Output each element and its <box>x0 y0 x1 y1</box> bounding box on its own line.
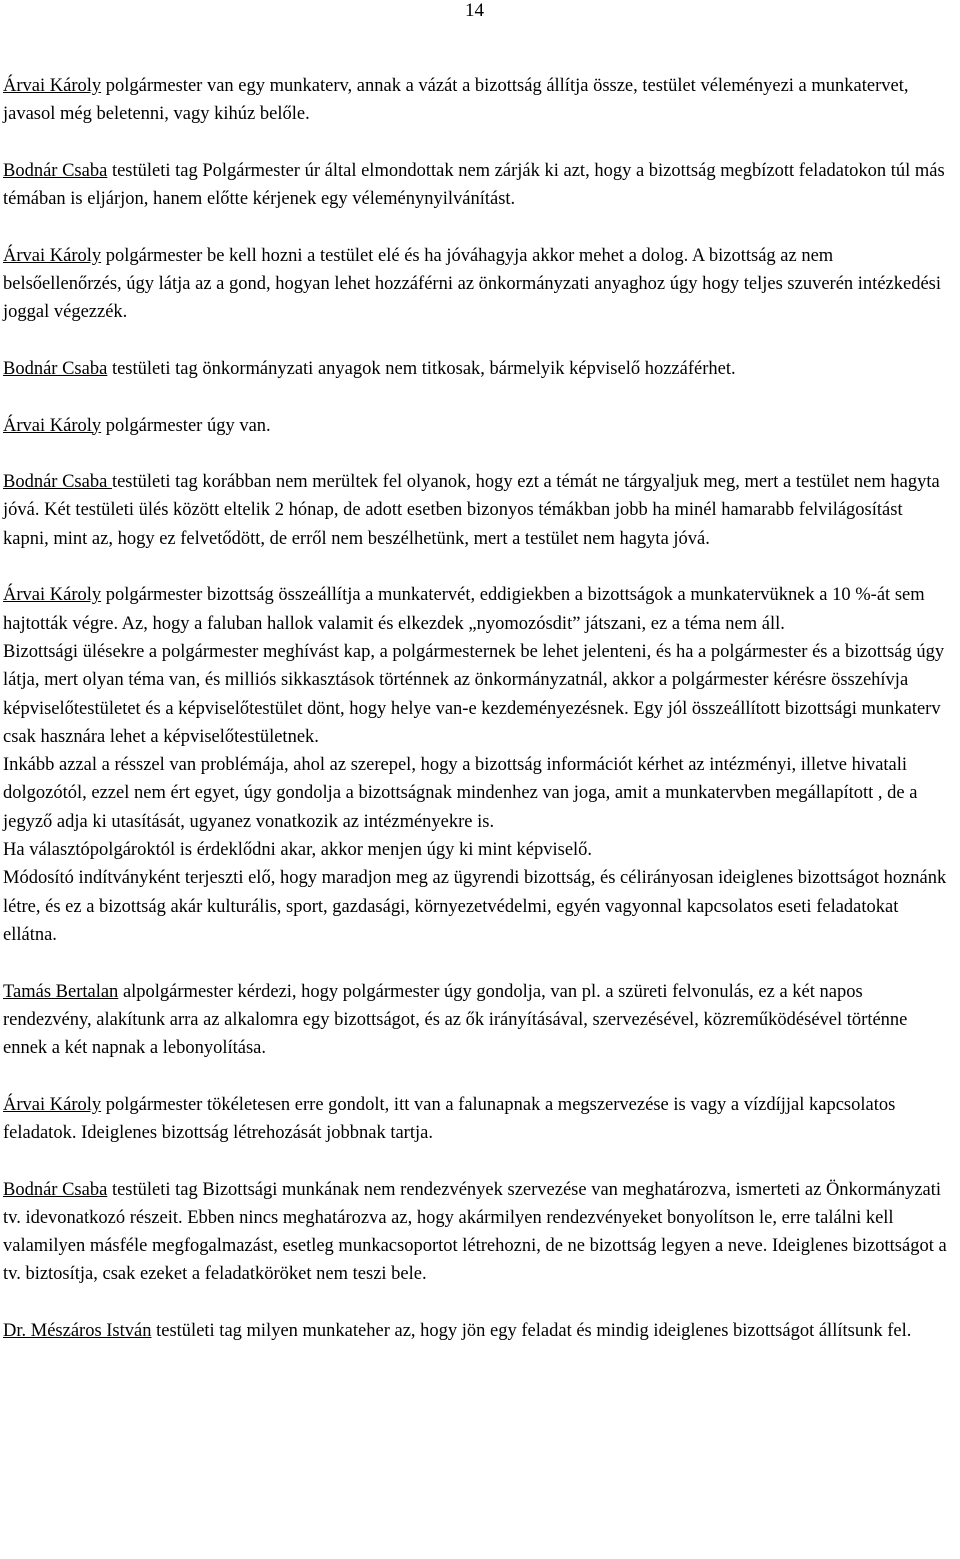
document-body <box>3 72 951 1345</box>
paragraph-text: polgármester be kell hozni a testület elé és ha jóváhagyja akkor mehet a dolog. A bizottság az nem belsőellenőrzés, úgy látja az a gond, hogyan lehet hozzáférni az önkormányzati anyaghoz úgy hogy teljes szuverén intézkedési joggal végezzék. <box>3 245 941 323</box>
speaker-name: Árvai Károly <box>3 1094 102 1115</box>
paragraph-text: testületi tag korábban nem merültek fel olyanok, hogy ezt a témát ne tárgyaljuk meg, mert a testület nem hagyta jóvá. Két testületi ülés között eltelik 2 hónap, de adott esetben bizonyos témákban jobb ha minél hamarabb felvilágosítást kapni, mint az, hogy ez felvetődött, de erről nem beszélhetünk, mert a testület nem hagyta jóvá. <box>3 472 940 549</box>
paragraph <box>3 72 951 129</box>
page-number: 14 <box>465 0 484 21</box>
paragraph-text: testületi tag Bizottsági munkának nem rendezvények szervezése van meghatározva, ismerteti az Önkormányzati tv. idevonatkozó részeit. Ebben nincs meghatározva az, hogy akármilyen rendezvényeket bonyolítson le, erre találni kell valamilyen másféle megfogalmazást, esetleg munkacsoportot létrehozni, de ne bizottság legyen a neve. Ideiglenes bizottságot a tv. biztosítja, csak ezeket a feladatköröket nem teszi bele. <box>3 1179 947 1285</box>
paragraph-text: Módosító indítványként terjeszti elő, hogy maradjon meg az ügyrendi bizottság, és célirányosan ideiglenes bizottságot hoznánk létre, és ez a bizottság akár kulturális, sport, gazdasági, környezetvédelmi, egyén vagyonnal kapcsolatos eseti feladatokat ellátna. <box>3 868 947 945</box>
speaker-name: Bodnár Csaba <box>3 160 108 181</box>
paragraph <box>3 751 951 836</box>
paragraph-text: Bizottsági ülésekre a polgármester meghívást kap, a polgármesternek be lehet jelenteni, és ha a polgármester és a bizottság úgy látja, mert olyan téma van, és milliós sikkasztások történnek az önkormányzatnál, akkor a polgármester kérésre összehívja képviselőtestületet és a képviselőtestület dönt, hogy helye van-e kezdeményezésnek. Egy jól összeállított bizottsági munkaterv csak hasznára lehet a képviselőtestületnek. <box>3 641 945 747</box>
speaker-name: Árvai Károly <box>3 76 102 96</box>
paragraph <box>3 1176 951 1289</box>
paragraph <box>3 412 951 440</box>
paragraph <box>3 638 951 751</box>
paragraph <box>3 468 951 553</box>
paragraph-text: testületi tag milyen munkateher az, hogy jön egy feladat és mindig ideiglenes bizottságot állítsunk fel. <box>151 1321 912 1342</box>
paragraph-text: polgármester tökéletesen erre gondolt, itt van a falunapnak a megszervezése is vagy a vízdíjjal kapcsolatos feladatok. Ideiglenes bizottság létrehozását jobbnak tartja. <box>3 1094 896 1143</box>
speaker-name: Bodnár Csaba <box>3 1179 108 1200</box>
speaker-name: Dr. Mészáros István <box>3 1321 152 1342</box>
paragraph-text: testületi tag önkormányzati anyagok nem titkosak, bármelyik képviselő hozzáférhet. <box>107 358 736 379</box>
paragraph <box>3 1091 951 1148</box>
speaker-name: Árvai Károly <box>3 245 102 266</box>
paragraph <box>3 864 951 949</box>
speaker-name: Bodnár Csaba <box>3 358 108 379</box>
paragraph <box>3 978 951 1063</box>
paragraph <box>3 836 951 864</box>
paragraph <box>3 157 951 214</box>
paragraph-text: polgármester van egy munkaterv, annak a vázát a bizottság állítja össze, testület véleményezi a munkatervet, javasol még beletenni, vagy kihúz belőle. <box>3 76 909 125</box>
paragraph-text: testületi tag Polgármester úr által elmondottak nem zárják ki azt, hogy a bizottság megbízott feladatokon túl más témában is eljárjon, hanem előtte kérjenek egy véleménynyilvánítást. <box>3 160 945 210</box>
paragraph-text: polgármester úgy van. <box>101 415 271 436</box>
paragraph <box>3 1317 951 1345</box>
paragraph <box>3 355 951 383</box>
speaker-name: Árvai Károly <box>3 585 102 606</box>
speaker-name: Tamás Bertalan <box>3 981 119 1002</box>
speaker-name: Árvai Károly <box>3 415 102 436</box>
paragraph <box>3 242 951 327</box>
speaker-name: Bodnár Csaba <box>3 472 112 493</box>
paragraph-text: Inkább azzal a résszel van problémája, ahol az szerepel, hogy a bizottság információt kérhet az intézményi, illetve hivatali dolgozótól, ezzel nem ért egyet, úgy gondolja a bizottságnak mindenhez van joga, amit a munkatervben megállapított , de a jegyző adja ki utasítását, ugyanez vonatkozik az intézményekre is. <box>3 755 918 832</box>
paragraph-text: polgármester bizottság összeállítja a munkatervét, eddigiekben a bizottságok a munkatervüknek a 10 %-át sem hajtották végre. Az, hogy a faluban hallok valamit és elkezdek „nyomozósdit” játszani, ez a téma nem áll. <box>3 585 925 634</box>
paragraph-text: alpolgármester kérdezi, hogy polgármester úgy gondolja, van pl. a szüreti felvonulás, ez a két napos rendezvény, alakítunk arra az alkalomra egy bizottságot, és az ők irányításával, szervezésével, közreműködésével történne ennek a két napnak a lebonyolítása. <box>3 981 908 1059</box>
paragraph <box>3 581 951 638</box>
paragraph-text: Ha választópolgároktól is érdeklődni akar, akkor menjen úgy ki mint képviselő. <box>3 840 593 861</box>
